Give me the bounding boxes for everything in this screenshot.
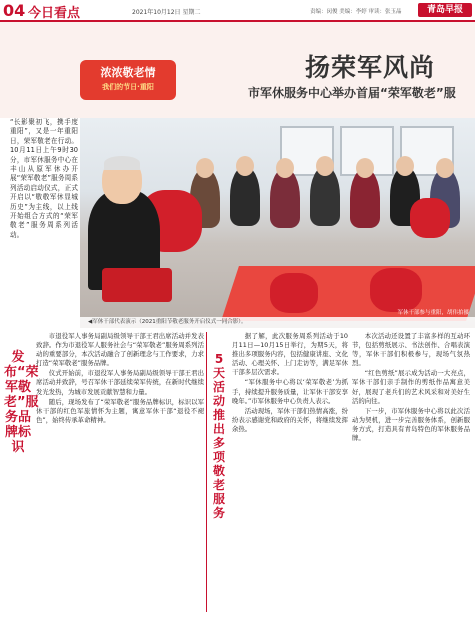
paragraph: “军休服务中心将以‘荣军敬老’为抓手，持续提升服务质量，让军休干部安享晚年。”市军休服务中心负责人表示。 [232, 378, 348, 405]
article-column-2 [232, 332, 348, 435]
subheading-left: 发布“荣军敬老”服务品牌标识 [4, 350, 39, 455]
paragraph: “红色剪纸”展示成为活动一大亮点，军休干部们亲手制作的剪纸作品寓意美好，展现了老兵们的艺术风采和对美好生活的向往。 [352, 369, 470, 405]
section-title: 今日看点 [28, 6, 81, 21]
veteran-hair [104, 156, 140, 170]
article-column-3 [352, 332, 470, 444]
red-papercut [370, 268, 422, 312]
column-divider [206, 332, 207, 612]
paragraph: 市退役军人事务局副局级领导干部王君出席活动并发表致辞。作为市退役军人服务社会与“荣军敬老”服务周系列活动的重要部分，本次活动融合了创新理念与工作要求，力求打造“荣军敬老”服务品牌。 [36, 332, 204, 368]
article-subheadline: 市军休服务中心举办首届“荣军敬老”服 [248, 86, 456, 100]
newspaper-header [0, 0, 475, 22]
paragraph: 活动现场，军休干部们热情高涨，纷纷表示感谢党和政府的关怀，将继续发挥余热。 [232, 406, 348, 433]
paragraph: 据了解，此次服务周系列活动于10月11日—10月15日举行，为期5天，将推出多项服务内容，包括健康讲座、文化活动、心理关怀、上门走访等，满足军休干部多层次需求。 [232, 332, 348, 377]
newspaper-logo: 青岛早报 [418, 3, 472, 17]
person-head [396, 156, 414, 176]
main-photo [80, 118, 475, 328]
red-certificate [102, 268, 172, 302]
badge-title: 浓浓敬老情 [100, 66, 156, 79]
event-badge [80, 60, 176, 100]
red-papercut [410, 198, 450, 238]
top-banner [0, 22, 475, 118]
person-head [436, 158, 454, 178]
page-number: 04 [3, 1, 26, 20]
article-column-1 [36, 332, 204, 426]
red-papercut [270, 273, 318, 313]
paragraph: 下一步，市军休服务中心将以此次活动为契机，进一步完善服务体系，创新服务方式，打造具有青岛特色的军休服务品牌。 [352, 406, 470, 443]
article-headline: 扬荣军风尚 [305, 53, 436, 82]
paragraph: 本次活动还设置了丰富多样的互动环节，包括剪纸展示、书法创作、合唱表演等，军休干部们积极参与，现场气氛热烈。 [352, 332, 470, 368]
issue-date: 2021年10月12日 星期二 [132, 9, 201, 16]
person-head [276, 158, 294, 178]
photo-caption: ◀军休干部代表演示（2021重阳节敬老服务开启仪式一同合影）。 [80, 317, 475, 328]
editor-credits: 责编：闵俊 美编：李婷 审读：张玉晶 [310, 9, 402, 15]
badge-subtitle: 我们的节日·重阳 [102, 83, 154, 91]
person-head [356, 158, 374, 178]
paragraph: 仪式开始前，市退役军人事务局副局级领导干部王君出席活动并致辞，号召军休干部延续荣军传统，在新时代继续发光发热，为城市发展贡献智慧和力量。 [36, 369, 204, 396]
person-head [316, 156, 334, 176]
photo-credit: 军休干部参与重阳，胡伟拍摄 [397, 310, 469, 316]
lead-paragraph: “长影聚初飞，携手度重阳”，又是一年重阳日，荣军敬老在行动。10月11日上午9时30分，市军休服务中心在丰山从原军休办开展“荣军敬老”服务周系列活动启动仪式，正式开启以“敬敬军休显城历史”为主线，以上线开始组合方式的“荣军敬老”服务周系列活动。 [10, 118, 78, 239]
person-head [236, 156, 254, 176]
subheading-middle: 5天活动推出多项敬老服务 [212, 352, 225, 520]
person-head [196, 158, 214, 178]
paragraph: 随后，现场发布了“荣军敬老”服务品牌标识，标识以军休干部的红色军旅情怀为主题，寓意军休干部“退役不褪色”，始终传承革命精神。 [36, 397, 204, 424]
